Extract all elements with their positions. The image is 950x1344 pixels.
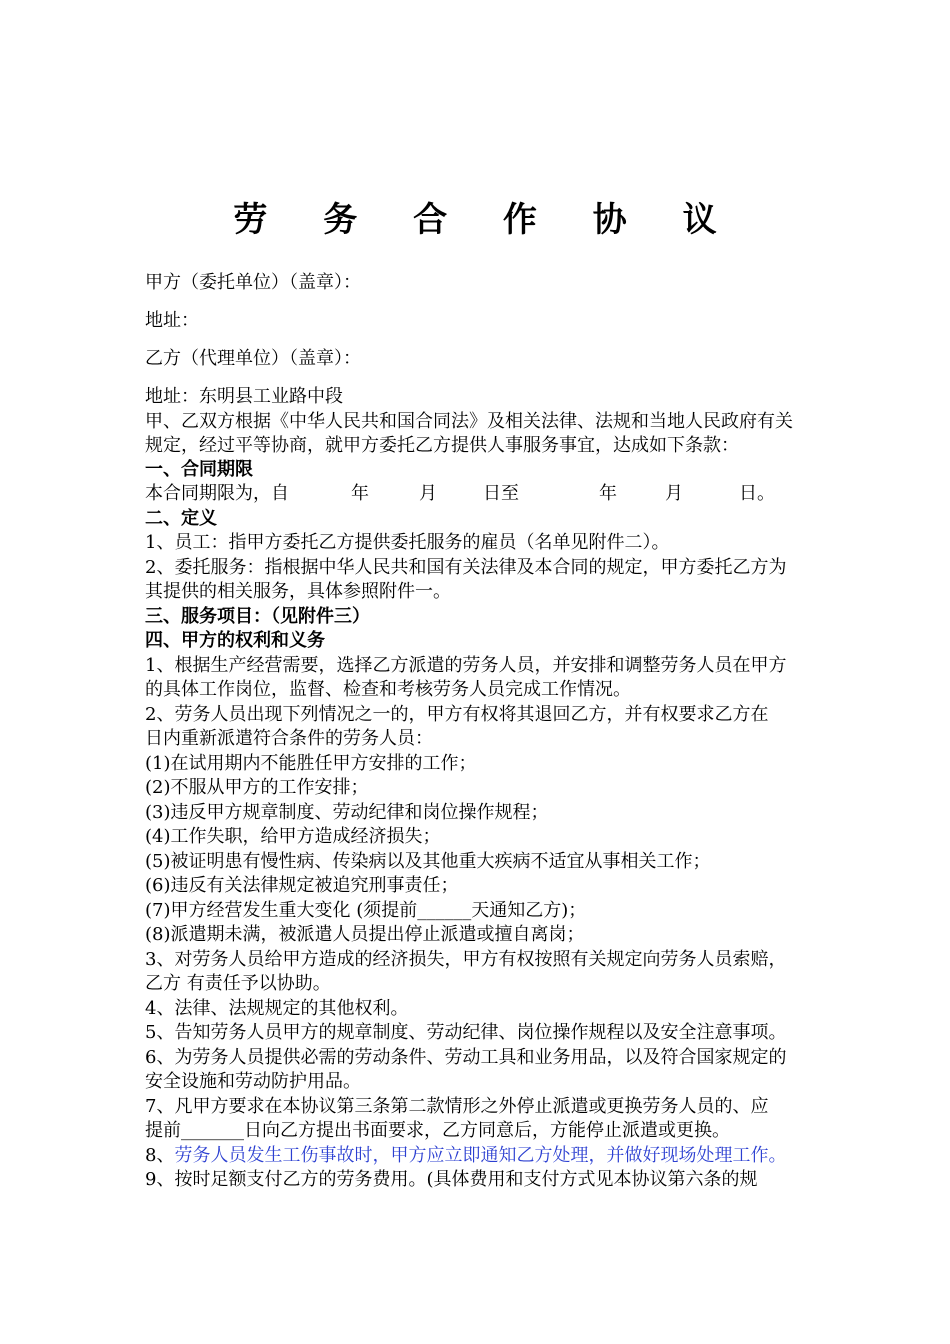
condition-7: (7)甲方经营发生重大变化 (须提前______天通知乙方)； bbox=[145, 900, 587, 921]
right-6-line-2: 安全设施和劳动防护用品。 bbox=[145, 1071, 361, 1092]
right-2-line-1: 2、劳务人员出现下列情况之一的，甲方有权将其退回乙方，并有权要求乙方在 bbox=[145, 704, 769, 725]
condition-4: (4)工作失职，给甲方造成经济损失； bbox=[145, 826, 441, 847]
right-7-line-1: 7、凡甲方要求在本协议第三条第二款情形之外停止派遣或更换劳务人员的、应 bbox=[145, 1096, 769, 1117]
party-a-line: 甲方（委托单位）（盖章）： bbox=[145, 272, 361, 293]
address-a-line: 地址： bbox=[145, 310, 199, 331]
right-3-line-2: 乙方 有责任予以协助。 bbox=[145, 973, 331, 994]
intro-line-1: 甲、乙双方根据《中华人民共和国合同法》及相关法律、法规和当地人民政府有关 bbox=[145, 411, 793, 432]
section-4-heading: 四、甲方的权利和义务 bbox=[145, 630, 325, 651]
right-8 bbox=[145, 1144, 825, 1168]
term-month-1: 月 bbox=[419, 483, 437, 504]
section-1-heading: 一、合同期限 bbox=[145, 459, 253, 480]
party-b-line: 乙方（代理单位）（盖章）： bbox=[145, 348, 361, 369]
page-title: 劳 务 合 作 协 议 bbox=[233, 200, 739, 240]
condition-5: (5)被证明患有慢性病、传染病以及其他重大疾病不适宜从事相关工作； bbox=[145, 851, 711, 872]
condition-8: (8)派遣期未满，被派遣人员提出停止派遣或擅自离岗； bbox=[145, 924, 585, 945]
right-8-prefix: 8、 bbox=[145, 1145, 175, 1166]
condition-3: (3)违反甲方规章制度、劳动纪律和岗位操作规程； bbox=[145, 802, 549, 823]
section-3-heading: 三、服务项目：（见附件三） bbox=[145, 606, 370, 627]
definition-2-line-2: 其提供的相关服务，具体参照附件一。 bbox=[145, 581, 451, 602]
right-4: 4、法律、法规规定的其他权利。 bbox=[145, 998, 409, 1019]
term-day-end: 日。 bbox=[739, 483, 775, 504]
right-1-line-2: 的具体工作岗位，监督、检查和考核劳务人员完成工作情况。 bbox=[145, 679, 631, 700]
section-2-heading: 二、定义 bbox=[145, 508, 217, 529]
definition-2-line-1: 2、委托服务：指根据中华人民共和国有关法律及本合同的规定，甲方委托乙方为 bbox=[145, 557, 787, 578]
term-year-1: 年 bbox=[351, 483, 369, 504]
definition-1: 1、员工：指甲方委托乙方提供委托服务的雇员（名单见附件二）。 bbox=[145, 532, 670, 553]
right-6-line-1: 6、为劳务人员提供必需的劳动条件、劳动工具和业务用品，以及符合国家规定的 bbox=[145, 1047, 787, 1068]
right-7-line-2: 提前_______日向乙方提出书面要求，乙方同意后，方能停止派遣或更换。 bbox=[145, 1120, 730, 1141]
term-month-2: 月 bbox=[665, 483, 683, 504]
right-2-line-2: 日内重新派遣符合条件的劳务人员： bbox=[145, 728, 433, 749]
right-8-highlighted-text: 劳务人员发生工伤事故时，甲方应立即通知乙方处理，并做好现场处理工作。 bbox=[174, 1145, 787, 1166]
term-year-2: 年 bbox=[599, 483, 617, 504]
term-prefix: 本合同期限为，自 bbox=[145, 483, 289, 504]
term-day-to: 日至 bbox=[483, 483, 519, 504]
right-9: 9、按时足额支付乙方的劳务费用。(具体费用和支付方式见本协议第六条的规 bbox=[145, 1169, 758, 1190]
right-1-line-1: 1、根据生产经营需要，选择乙方派遣的劳务人员，并安排和调整劳务人员在甲方 bbox=[145, 655, 787, 676]
right-3-line-1: 3、对劳务人员给甲方造成的经济损失，甲方有权按照有关规定向劳务人员索赔， bbox=[145, 949, 787, 970]
address-b-line: 地址：东明县工业路中段 bbox=[145, 386, 343, 407]
condition-2: (2)不服从甲方的工作安排； bbox=[145, 777, 369, 798]
term-line bbox=[145, 482, 825, 506]
condition-1: (1)在试用期内不能胜任甲方安排的工作； bbox=[145, 753, 477, 774]
intro-line-2: 规定，经过平等协商，就甲方委托乙方提供人事服务事宜，达成如下条款： bbox=[145, 435, 739, 456]
condition-6: (6)违反有关法律规定被追究刑事责任； bbox=[145, 875, 459, 896]
right-5: 5、告知劳务人员甲方的规章制度、劳动纪律、岗位操作规程以及安全注意事项。 bbox=[145, 1022, 787, 1043]
